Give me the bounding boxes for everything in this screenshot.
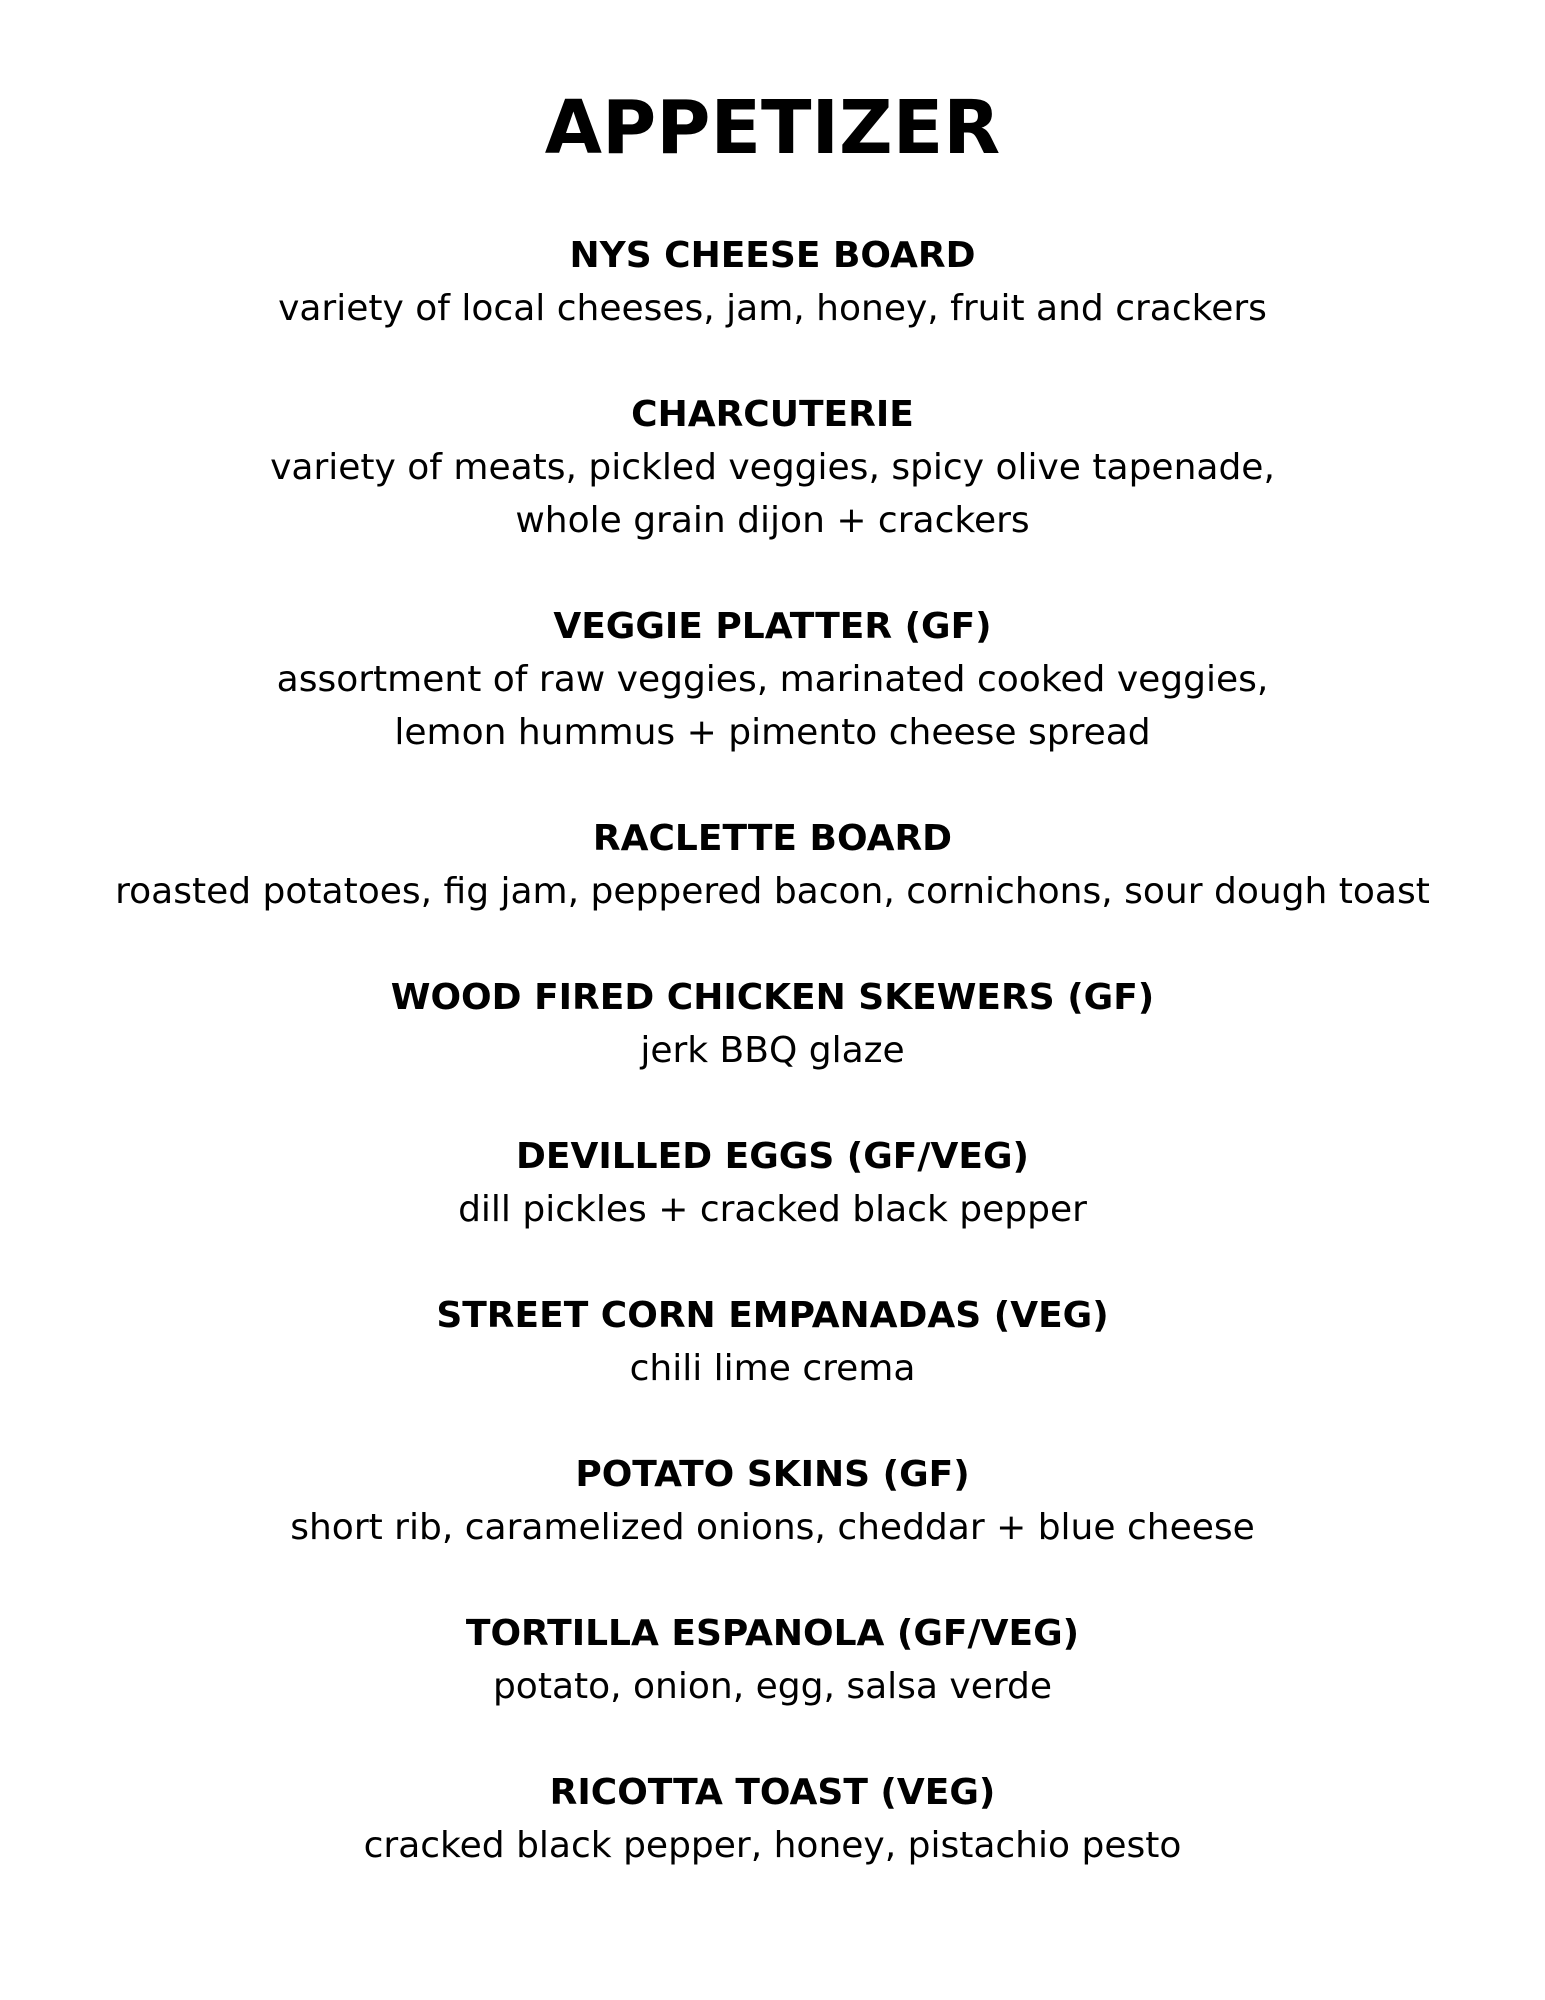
menu-item-veggie-platter <box>0 601 1545 759</box>
item-description: short rib, caramelized onions, cheddar + blue cheese <box>290 1507 1255 1548</box>
menu-item-potato-skins <box>0 1449 1545 1554</box>
item-description: chili lime crema <box>629 1348 916 1389</box>
item-description: potato, onion, egg, salsa verde <box>492 1666 1053 1707</box>
menu-item-tortilla-espanola <box>0 1608 1545 1713</box>
item-description: cracked black pepper, honey, pistachio pesto <box>363 1825 1182 1866</box>
item-name: STREET CORN EMPANADAS (VEG) <box>436 1295 1109 1336</box>
menu-item-charcuterie <box>0 389 1545 547</box>
item-name: TORTILLA ESPANOLA (GF/VEG) <box>465 1613 1080 1654</box>
menu-title: APPETIZER <box>544 85 1001 171</box>
item-description: jerk BBQ glaze <box>640 1030 905 1071</box>
item-description: dill pickles + cracked black pepper <box>458 1189 1087 1230</box>
item-name: DEVILLED EGGS (GF/VEG) <box>516 1136 1029 1177</box>
menu-item-devilled-eggs <box>0 1131 1545 1236</box>
item-name: RACLETTE BOARD <box>592 818 953 859</box>
menu-item-raclette-board <box>0 813 1545 918</box>
menu-item-street-corn-empanadas <box>0 1290 1545 1395</box>
item-description: assortment of raw veggies, marinated cooked veggies, <box>276 659 1269 700</box>
item-description: roasted potatoes, fig jam, peppered bacon, cornichons, sour dough toast <box>115 871 1430 912</box>
item-description: variety of meats, pickled veggies, spicy olive tapenade, <box>270 447 1275 488</box>
item-name: CHARCUTERIE <box>631 394 914 435</box>
menu-item-chicken-skewers <box>0 972 1545 1077</box>
item-name: POTATO SKINS (GF) <box>575 1454 970 1495</box>
item-name: WOOD FIRED CHICKEN SKEWERS (GF) <box>390 977 1155 1018</box>
item-name: RICOTTA TOAST (VEG) <box>549 1772 996 1813</box>
menu-item-nys-cheese-board <box>0 230 1545 335</box>
item-description: variety of local cheeses, jam, honey, fruit and crackers <box>278 288 1267 329</box>
item-name: NYS CHEESE BOARD <box>569 235 976 276</box>
item-description: whole grain dijon + crackers <box>515 500 1030 541</box>
menu-item-ricotta-toast <box>0 1767 1545 1872</box>
item-name: VEGGIE PLATTER (GF) <box>553 606 992 647</box>
item-description: lemon hummus + pimento cheese spread <box>394 712 1151 753</box>
